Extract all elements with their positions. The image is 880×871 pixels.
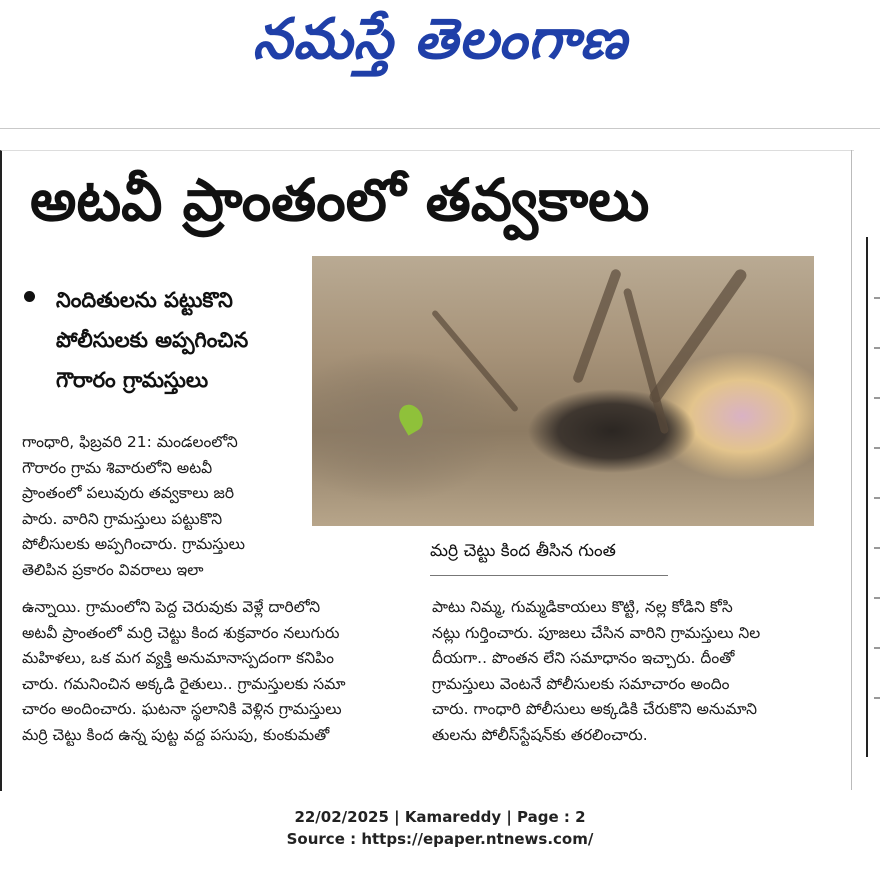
body-line: మర్రి చెట్టు కింద ఉన్న పుట్ట వద్ద పసుపు, కుంకుమతో bbox=[22, 725, 330, 744]
caption-divider bbox=[430, 575, 668, 576]
body-line: ఉన్నాయి. గ్రామంలోని పెద్ద చెరువుకు వెళ్లే దారిలోని bbox=[22, 598, 321, 616]
article-body-column-3 bbox=[432, 595, 832, 748]
body-line: మహిళలు, ఒక మగ వ్యక్తి అనుమానాస్పదంగా కనిపిం bbox=[22, 649, 334, 667]
body-line: తెలిపిన ప్రకారం వివరాలు ఇలా bbox=[22, 560, 204, 579]
newspaper-logo: నమస్తే తెలంగాణ bbox=[252, 6, 628, 72]
adjacent-article-edge bbox=[866, 237, 880, 757]
body-line: తులను పోలీస్‌స్టేషన్‌కు తరలించారు. bbox=[432, 725, 648, 744]
bullet-line-1: నిందితులను పట్టుకొని bbox=[56, 288, 233, 312]
body-line: గ్రామస్తులు వెంటనే పోలీసులకు సమాచారం అందిం bbox=[432, 674, 730, 693]
body-line: గౌరారం గ్రామ శివారులోని అటవీ bbox=[22, 458, 213, 477]
body-line: ప్రాంతంలో పలువురు తవ్వకాలు జరి bbox=[22, 484, 235, 502]
body-line: పోలీసులకు అప్పగించారు. గ్రామస్తులు bbox=[22, 535, 245, 553]
bullet-dot-icon bbox=[24, 291, 35, 302]
body-line: గాంధారి, ఫిబ్రవరి 21: మండలంలోని bbox=[22, 433, 238, 451]
body-line: పాటు నిమ్మ, గుమ్మడికాయలు కొట్టి, నల్ల కోడిని కోసి bbox=[432, 598, 733, 616]
masthead bbox=[0, 0, 880, 129]
article-body-column-1 bbox=[22, 430, 312, 583]
edition-meta: 22/02/2025 | Kamareddy | Page : 2 bbox=[294, 808, 586, 826]
page-footer bbox=[0, 806, 880, 850]
body-line: చారు. గాంధారి పోలీసులు అక్కడికి చేరుకొని అనుమాని bbox=[432, 700, 757, 718]
clipping-right-border bbox=[851, 150, 852, 790]
photo-caption: మర్రి చెట్టు కింద తీసిన గుంత bbox=[430, 541, 616, 561]
bullet-line-3: గౌరారం గ్రామస్తులు bbox=[56, 368, 209, 392]
body-line: పారు. వారిని గ్రామస్తులు పట్టుకొని bbox=[22, 509, 223, 528]
article-photo bbox=[312, 256, 814, 526]
body-line: చారం అందించారు. ఘటనా స్థలానికి వెళ్లిన గ్రామస్తులు bbox=[22, 700, 342, 718]
article-body-column-2 bbox=[22, 595, 422, 748]
body-line: నట్లు గుర్తించారు. పూజలు చేసిన వారిని గ్రామస్తులు నిల bbox=[432, 623, 761, 642]
body-line: దీయగా.. పొంతన లేని సమాధానం ఇచ్చారు. దీంతో bbox=[432, 649, 735, 667]
source-url: Source : https://epaper.ntnews.com/ bbox=[286, 830, 594, 848]
body-line: అటవీ ప్రాంతంలో మర్రి చెట్టు కింద శుక్రవారం నలుగురు bbox=[22, 623, 340, 642]
article-headline: అటవీ ప్రాంతంలో తవ్వకాలు bbox=[30, 166, 650, 234]
body-line: చారు. గమనించిన అక్కడి రైతులు.. గ్రామస్తులకు సమా bbox=[22, 674, 346, 693]
bullet-line-2: పోలీసులకు అప్పగించిన bbox=[56, 328, 249, 352]
